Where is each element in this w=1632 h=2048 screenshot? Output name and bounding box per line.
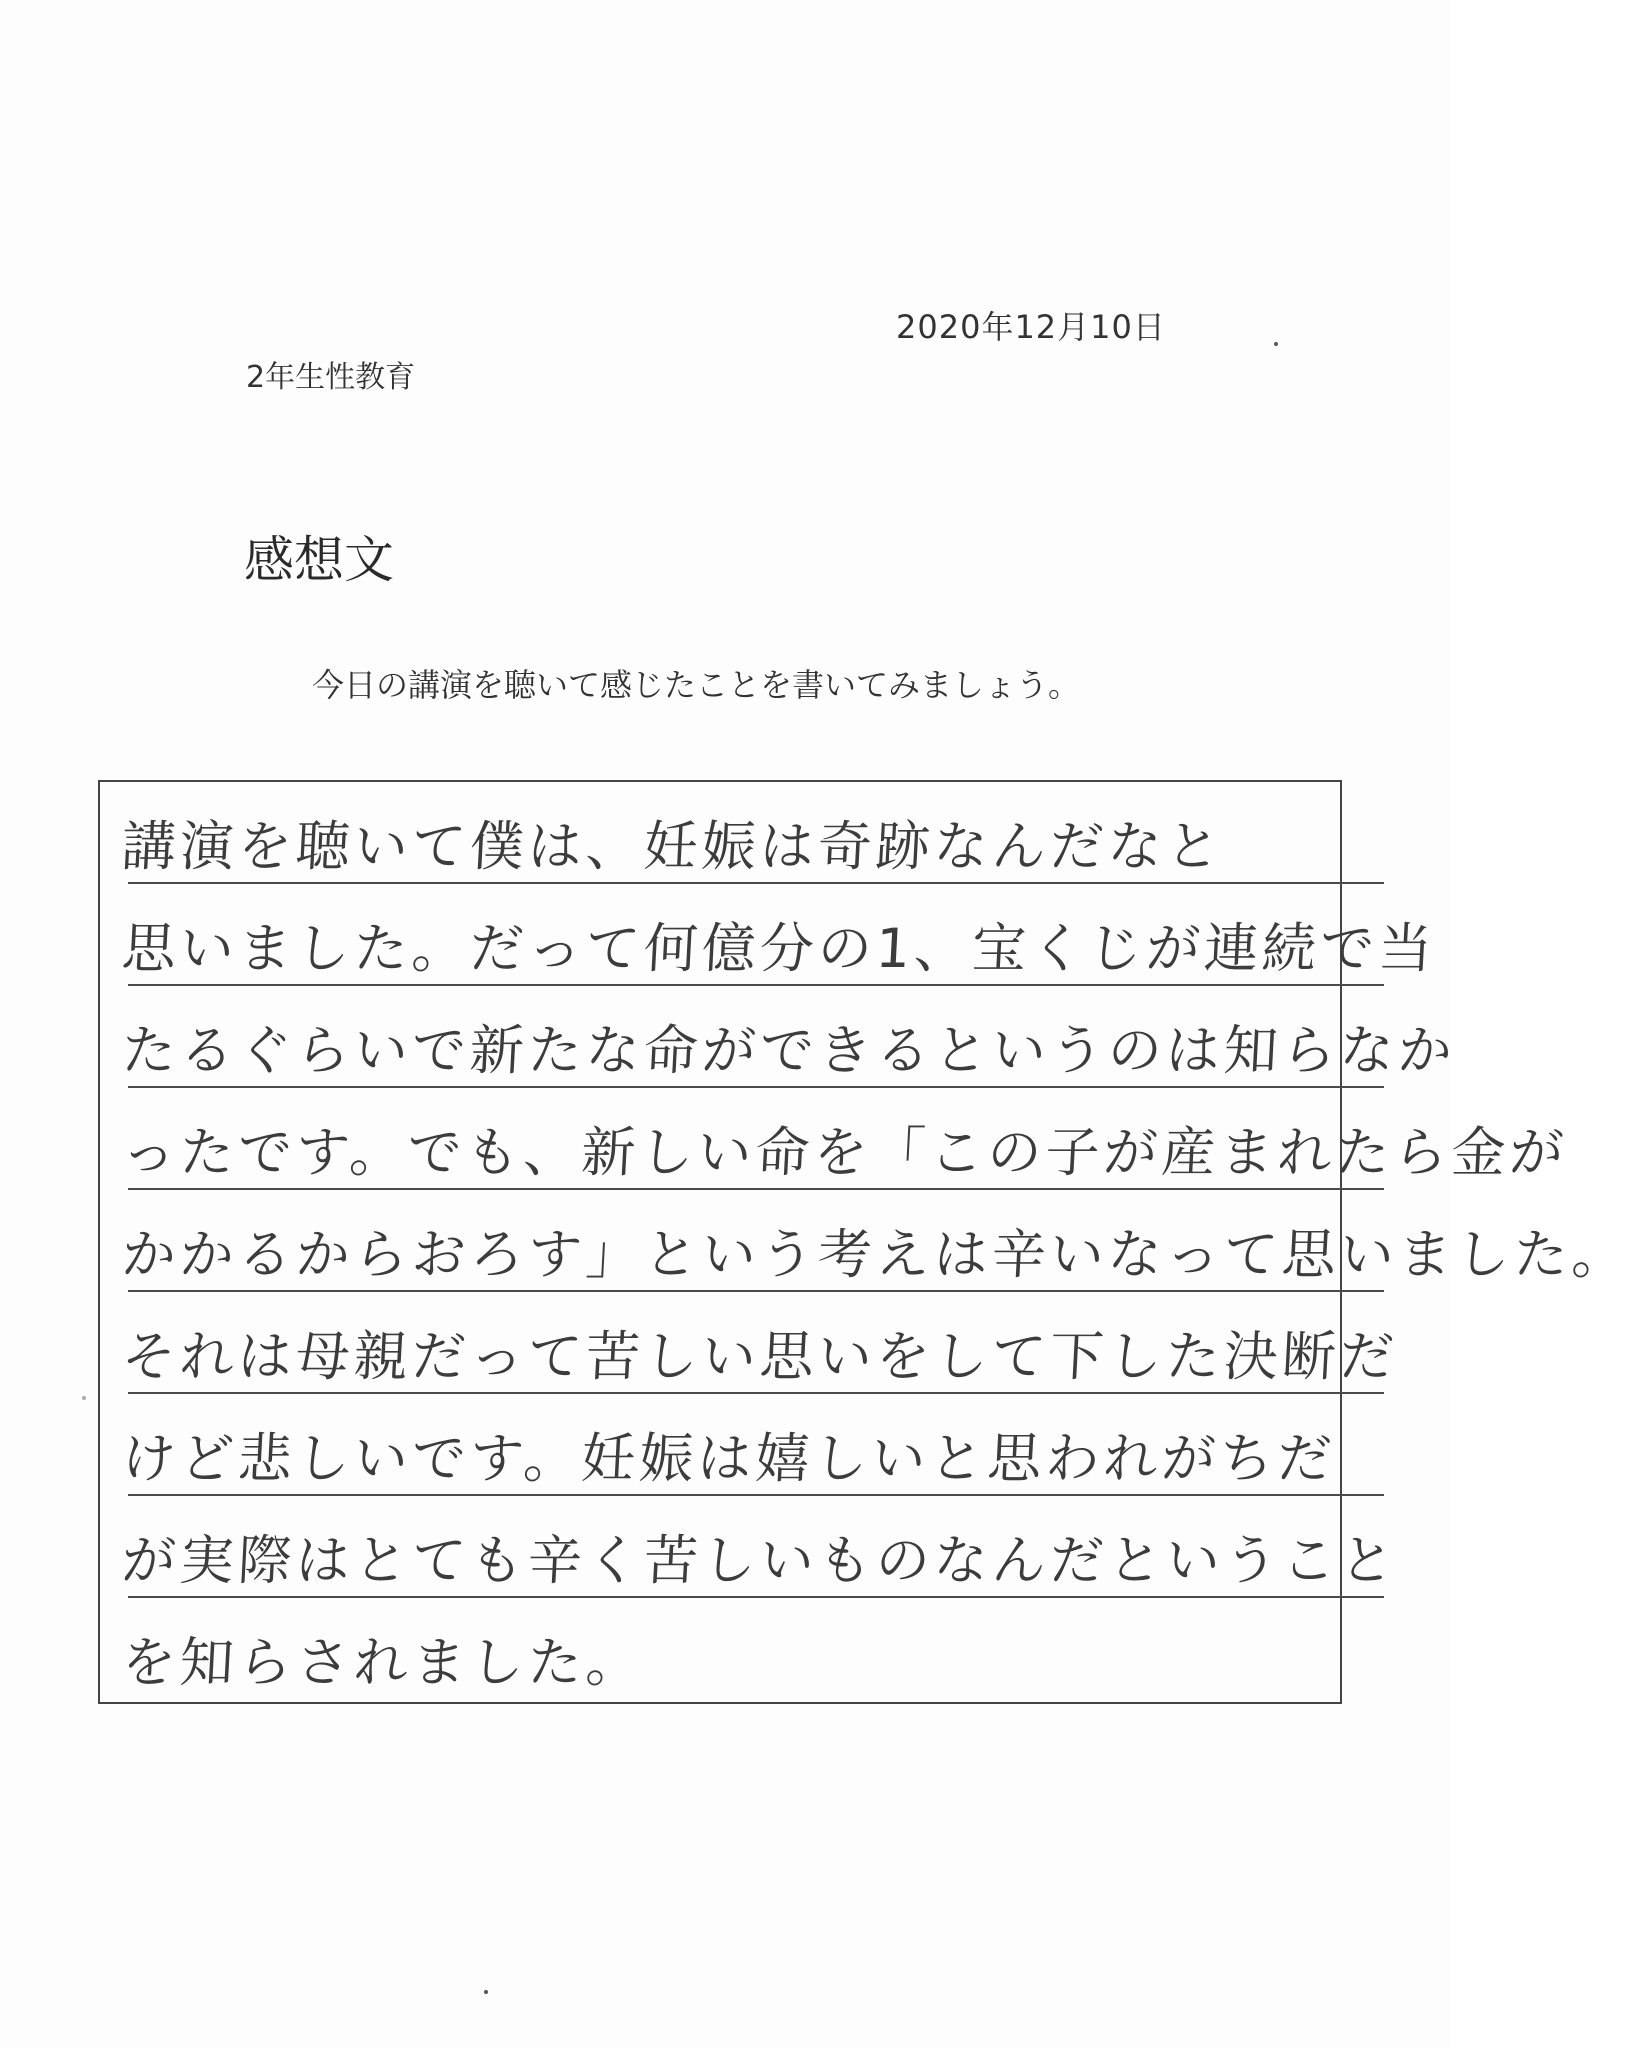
essay-line: それは母親だって苦しい思いをして下した決断だ (120, 1325, 1400, 1388)
answer-box (98, 780, 1632, 1704)
scan-speck (484, 1990, 488, 1994)
ruled-line (128, 1596, 1384, 1598)
ruled-line (128, 882, 1384, 884)
course-label: 2年生性教育 (246, 360, 416, 395)
ruled-line (128, 1086, 1384, 1088)
essay-prompt: 今日の講演を聴いて感じたことを書いてみましょう。 (312, 666, 1081, 704)
essay-line: かかるからおろす」という考えは辛いなって思いました。 (120, 1223, 1632, 1286)
essay-line: が実際はとても辛く苦しいものなんだということ (120, 1529, 1400, 1592)
ruled-line (128, 1188, 1384, 1190)
essay-line: ったです。でも、新しい命を「この子が産まれたら金が (120, 1121, 1570, 1184)
ruled-line (128, 984, 1384, 986)
essay-line: たるぐらいで新たな命ができるというのは知らなか (120, 1019, 1458, 1082)
ruled-line (128, 1494, 1384, 1496)
ruled-line (128, 1290, 1384, 1292)
essay-line: を知らされました。 (120, 1631, 646, 1694)
scan-speck (1274, 342, 1278, 346)
ruled-line (128, 1392, 1384, 1394)
page-title: 感想文 (244, 531, 394, 589)
essay-line: 思いました。だって何億分の1、宝くじが連続で当 (120, 917, 1438, 980)
scan-speck (82, 1396, 86, 1400)
essay-line: 講演を聴いて僕は、妊娠は奇跡なんだなと (120, 815, 1226, 878)
date-label: 2020年12月10日 (896, 308, 1166, 346)
essay-line: けど悲しいです。妊娠は嬉しいと思われがちだ (120, 1427, 1338, 1490)
